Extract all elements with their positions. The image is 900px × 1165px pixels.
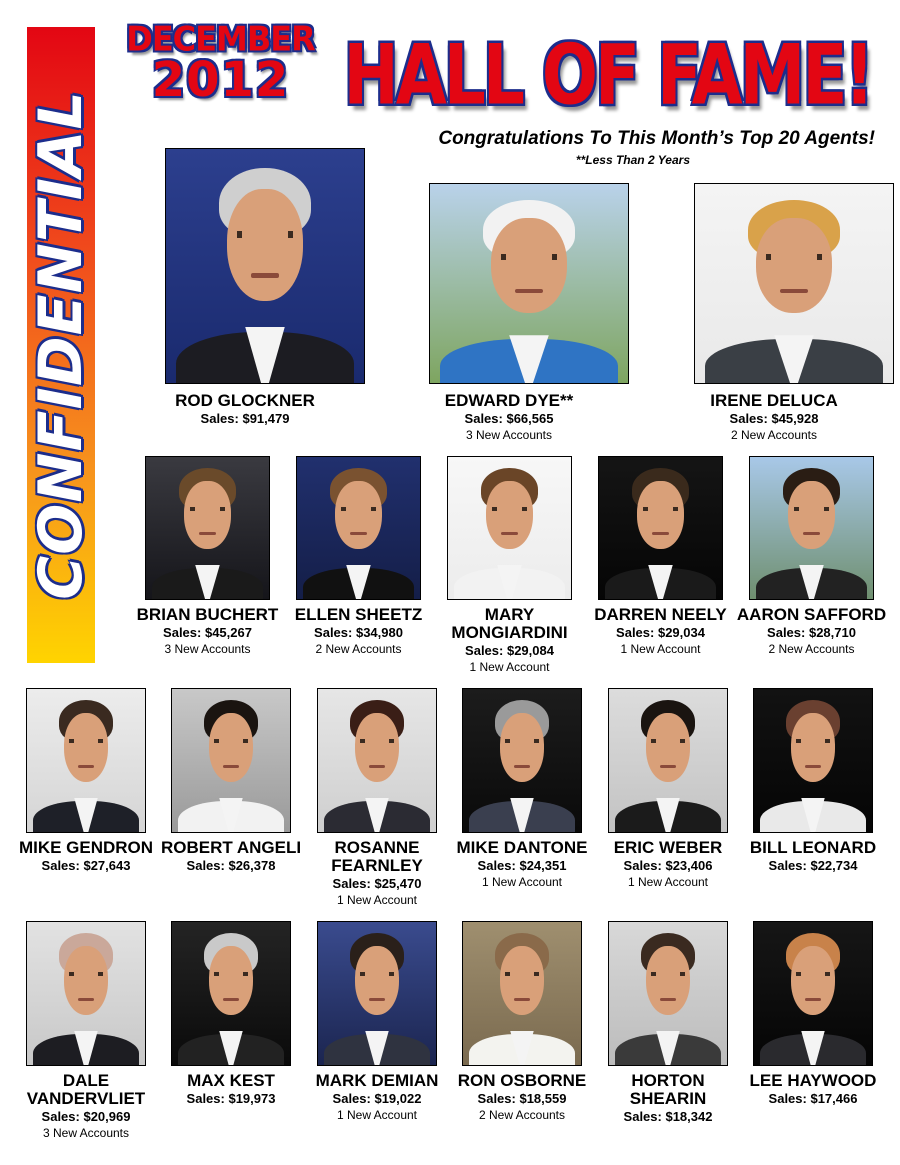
agent-sales: Sales: $24,351 (477, 858, 567, 873)
agent-eyes (505, 739, 538, 743)
agent-photo (608, 688, 728, 833)
agent-sales: Sales: $28,710 (767, 625, 856, 640)
agent-new-accounts: 1 New Account (627, 875, 709, 889)
agent-new-accounts: 1 New Account (469, 660, 550, 674)
agent-sales: Sales: $26,378 (186, 858, 276, 873)
agent-name: ERIC WEBER (613, 838, 723, 857)
agent-eyes (651, 972, 684, 976)
agent-sales: Sales: $18,342 (623, 1109, 713, 1124)
agent-sales: Sales: $19,022 (332, 1091, 422, 1106)
agent-photo (694, 183, 894, 384)
agent-card (279, 456, 439, 658)
agent-photo (171, 688, 291, 833)
agent-eyes (492, 507, 526, 511)
agent-sales: Sales: $34,980 (314, 625, 403, 640)
agent-eyes (766, 254, 821, 260)
agent-new-accounts: 1 New Account (481, 875, 563, 889)
agent-name: AARON SAFFORD (736, 605, 887, 624)
agent-card (581, 456, 741, 658)
agent-mouth (514, 765, 531, 768)
agent-photo (26, 921, 146, 1066)
agent-card (151, 921, 311, 1107)
agent-eyes (69, 739, 102, 743)
agent-photo (462, 921, 582, 1066)
agent-eyes (505, 972, 538, 976)
agent-mouth (515, 289, 543, 293)
agent-card (151, 688, 311, 874)
agent-face (491, 218, 566, 314)
agent-name: DARREN NEELY (594, 605, 727, 624)
agent-face (637, 481, 684, 549)
agent-photo (462, 688, 582, 833)
agent-photo (145, 456, 270, 600)
agent-sales: Sales: $45,267 (163, 625, 252, 640)
agent-photo (447, 456, 572, 600)
agent-face (184, 481, 231, 549)
agent-sales: Sales: $22,734 (768, 858, 858, 873)
agent-face (500, 946, 545, 1015)
agent-photo (753, 688, 873, 833)
agent-name: IRENE DELUCA (710, 391, 838, 410)
agent-new-accounts: 1 New Account (620, 642, 701, 656)
agent-photo (749, 456, 874, 600)
agent-eyes (796, 739, 829, 743)
confidential-text: CONFIDENTIAL (26, 90, 96, 600)
agent-card (430, 456, 590, 676)
agent-new-accounts: 1 New Account (336, 893, 418, 907)
agent-face (64, 946, 109, 1015)
agent-sales: Sales: $66,565 (464, 411, 554, 426)
agent-face (64, 713, 109, 782)
agent-eyes (214, 972, 247, 976)
agent-face (209, 713, 254, 782)
agent-face (646, 946, 691, 1015)
subnote: **Less Than 2 Years (575, 153, 690, 167)
agent-sales: Sales: $23,406 (623, 858, 713, 873)
agent-mouth (660, 998, 677, 1001)
agent-eyes (341, 507, 375, 511)
agent-face (486, 481, 533, 549)
agent-card (429, 183, 589, 444)
agent-face (355, 713, 400, 782)
agent-name: RON OSBORNE (457, 1071, 587, 1090)
agent-name: EDWARD DYE** (444, 391, 574, 410)
header-month: DECEMBER (126, 19, 315, 59)
agent-sales: Sales: $91,479 (200, 411, 290, 426)
agent-sales: Sales: $29,034 (616, 625, 705, 640)
agent-eyes (651, 739, 684, 743)
agent-new-accounts: 3 New Accounts (42, 1126, 130, 1140)
agent-photo (165, 148, 365, 384)
agent-sales: Sales: $19,973 (186, 1091, 276, 1106)
subtitle: Congratulations To This Month’s Top 20 Agents! (438, 128, 875, 149)
agent-name: MIKE GENDRON (18, 838, 154, 857)
agent-mouth (369, 998, 386, 1001)
agent-name: MARY MONGIARDINI (451, 605, 568, 642)
agent-mouth (780, 289, 808, 293)
agent-card (733, 921, 893, 1107)
agent-mouth (223, 765, 240, 768)
page-title: HALL OF FAME! (343, 27, 872, 124)
agent-name: HORTON SHEARIN (629, 1071, 707, 1108)
agent-face (335, 481, 382, 549)
agent-mouth (501, 532, 518, 535)
agent-mouth (78, 765, 95, 768)
agent-mouth (514, 998, 531, 1001)
agent-face (500, 713, 545, 782)
agent-sales: Sales: $25,470 (332, 876, 422, 891)
agent-card (442, 921, 602, 1124)
agent-card (694, 183, 854, 444)
agent-card (297, 921, 457, 1124)
header-year: 2012 (151, 52, 290, 108)
agent-eyes (796, 972, 829, 976)
agent-name: ELLEN SHEETZ (294, 605, 423, 624)
agent-eyes (190, 507, 224, 511)
agent-card (165, 148, 325, 427)
agent-face (355, 946, 400, 1015)
agent-face (756, 218, 831, 314)
agent-mouth (660, 765, 677, 768)
agent-eyes (69, 972, 102, 976)
agent-card (6, 921, 166, 1142)
agent-photo (171, 921, 291, 1066)
agent-face (227, 189, 302, 301)
agent-sales: Sales: $29,084 (465, 643, 554, 658)
agent-mouth (805, 998, 822, 1001)
agent-card (6, 688, 166, 874)
agent-eyes (360, 739, 393, 743)
agent-new-accounts: 3 New Accounts (164, 642, 251, 656)
agent-card (297, 688, 457, 909)
agent-name: LEE HAYWOOD (749, 1071, 877, 1090)
agent-card (128, 456, 288, 658)
agent-name: ROD GLOCKNER (175, 391, 315, 410)
agent-mouth (803, 532, 820, 535)
agent-mouth (350, 532, 367, 535)
agent-photo (317, 921, 437, 1066)
agent-mouth (652, 532, 669, 535)
agent-new-accounts: 2 New Accounts (730, 428, 818, 442)
agent-name: DALE VANDERVLIET (26, 1071, 146, 1108)
agent-photo (429, 183, 629, 384)
agent-mouth (199, 532, 216, 535)
agent-sales: Sales: $45,928 (729, 411, 819, 426)
agent-face (646, 713, 691, 782)
agent-photo (317, 688, 437, 833)
agent-sales: Sales: $18,559 (477, 1091, 567, 1106)
agent-mouth (223, 998, 240, 1001)
agent-eyes (501, 254, 556, 260)
agent-name: BRIAN BUCHERT (136, 605, 279, 624)
agent-eyes (794, 507, 828, 511)
agent-card (732, 456, 892, 658)
agent-photo (296, 456, 421, 600)
agent-photo (753, 921, 873, 1066)
agent-name: MARK DEMIAN (315, 1071, 439, 1090)
agent-sales: Sales: $27,643 (41, 858, 131, 873)
agent-name: MIKE DANTONE (456, 838, 588, 857)
agent-mouth (369, 765, 386, 768)
agent-name: ROSANNE FEARNLEY (331, 838, 423, 875)
agent-new-accounts: 1 New Account (336, 1108, 418, 1122)
agent-new-accounts: 2 New Accounts (478, 1108, 566, 1122)
agent-card (588, 921, 748, 1125)
confidential-banner (27, 27, 95, 663)
agent-sales: Sales: $17,466 (768, 1091, 858, 1106)
agent-photo (26, 688, 146, 833)
agent-eyes (360, 972, 393, 976)
agent-name: MAX KEST (187, 1071, 275, 1090)
agent-face (209, 946, 254, 1015)
agent-face (791, 946, 836, 1015)
agent-new-accounts: 2 New Accounts (768, 642, 855, 656)
agent-new-accounts: 3 New Accounts (465, 428, 553, 442)
agent-face (791, 713, 836, 782)
agent-name: ROBERT ANGELI (160, 838, 302, 857)
agent-face (788, 481, 835, 549)
agent-eyes (214, 739, 247, 743)
agent-mouth (805, 765, 822, 768)
agent-mouth (251, 273, 279, 278)
agent-new-accounts: 2 New Accounts (315, 642, 402, 656)
agent-card (588, 688, 748, 891)
agent-name: BILL LEONARD (749, 838, 877, 857)
agent-eyes (643, 507, 677, 511)
agent-photo (598, 456, 723, 600)
agent-card (733, 688, 893, 874)
agent-card (442, 688, 602, 891)
agent-mouth (78, 998, 95, 1001)
agent-photo (608, 921, 728, 1066)
agent-eyes (237, 231, 292, 238)
agent-sales: Sales: $20,969 (41, 1109, 131, 1124)
